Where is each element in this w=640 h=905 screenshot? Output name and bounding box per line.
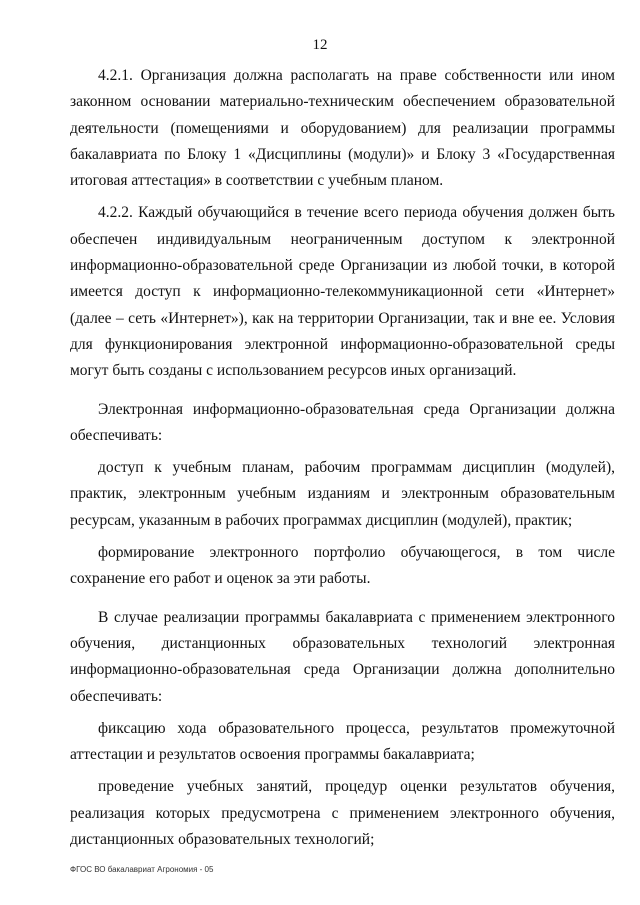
- page-number: 12: [312, 37, 328, 53]
- paragraph-4-2-2: 4.2.2. Каждый обучающийся в течение всего периода обучения должен быть обеспечен индивидуальным неограниченным доступом к электронной информационно-образовательной среде Организации из любой точки, в которой имеется доступ к информационно-телекоммуникационной сети «Интернет» (далее – сеть «Интернет»), как на территории Организации, так и вне ее. Условия для функционирования электронной информационно-образовательной среды могут быть созданы с использованием ресурсов иных организаций.: [70, 204, 615, 380]
- document-body: [70, 63, 615, 853]
- paragraph-access-curricula: доступ к учебным планам, рабочим программам дисциплин (модулей), практик, электронным учебным изданиям и электронным образовательным ресурсам, указанным в рабочих программах дисциплин (модулей), практик;: [70, 459, 615, 529]
- paragraph-conducting-classes: проведение учебных занятий, процедур оценки результатов обучения, реализация которых предусмотрена с применением электронного обучения, дистанционных образовательных технологий;: [70, 778, 615, 849]
- paragraph-portfolio: формирование электронного портфолио обучающегося, в том числе сохранение его работ и оценок за эти работы.: [70, 544, 615, 588]
- paragraph-distance-learning: В случае реализации программы бакалавриата с применением электронного обучения, дистанционных образовательных технологий электронная информационно-образовательная среда Организации должна дополнительно обеспечивать:: [70, 608, 615, 705]
- document-footer: ФГОС ВО бакалавриат Агрономия - 05: [70, 865, 214, 874]
- paragraph-eios-requirements: Электронная информационно-образовательная среда Организации должна обеспечивать:: [70, 400, 615, 444]
- paragraph-4-2-1: 4.2.1. Организация должна располагать на праве собственности или ином законном основании материально-техническим обеспечением образовательной деятельности (помещениями и оборудованием) для реализации программы бакалавриата по Блоку 1 «Дисциплины (модули)» и Блоку 3 «Государственная итоговая аттестация» в соответствии с учебным планом.: [70, 67, 615, 190]
- paragraph-process-recording: фиксацию хода образовательного процесса, результатов промежуточной аттестации и результатов освоения программы бакалавриата;: [70, 719, 615, 764]
